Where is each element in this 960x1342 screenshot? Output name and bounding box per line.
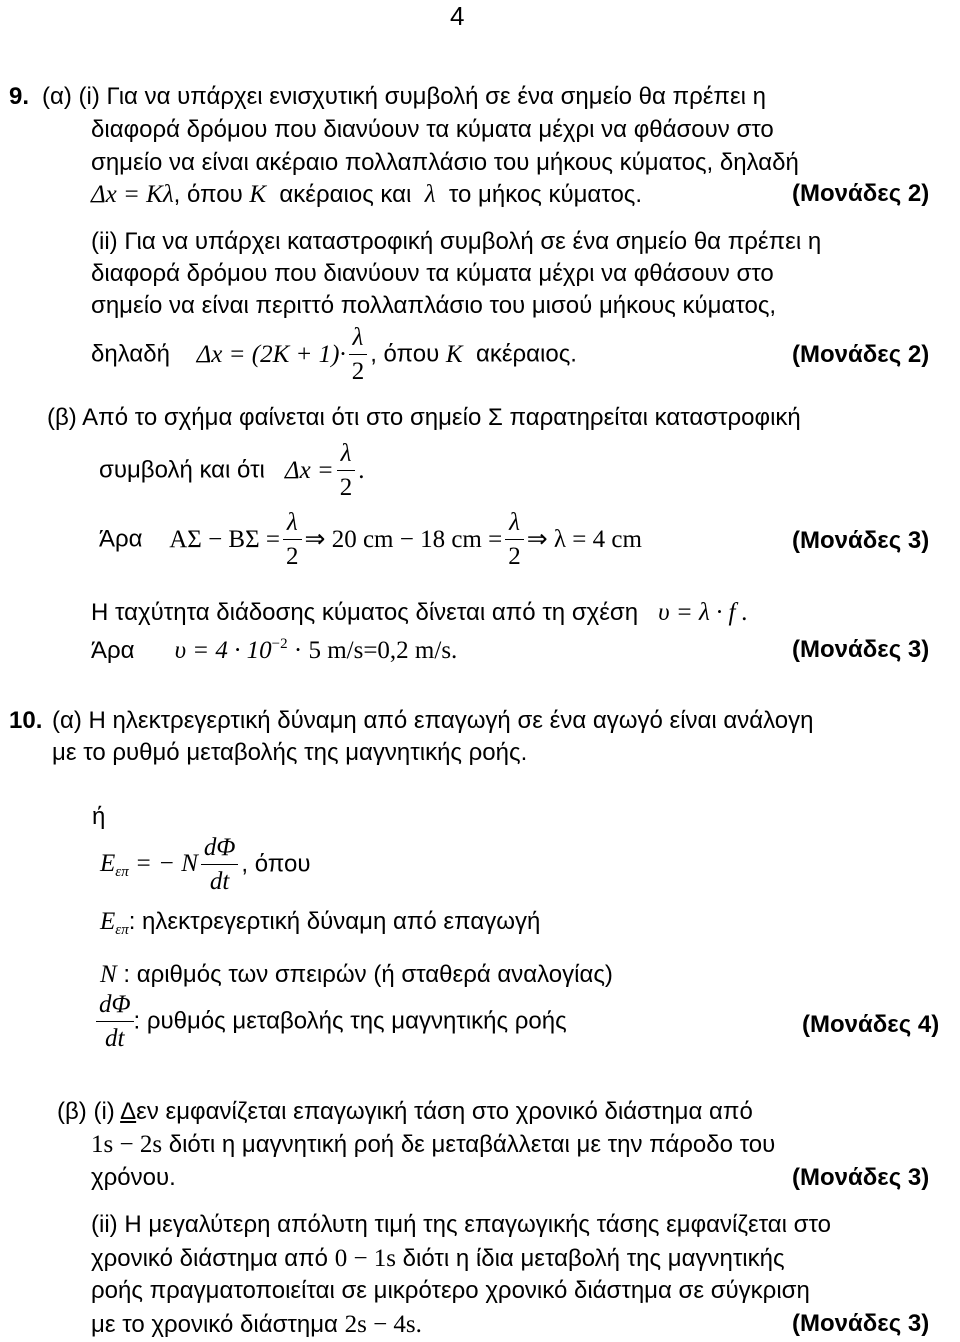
- denominator: 2: [508, 543, 521, 570]
- numerator: λ: [349, 325, 368, 355]
- variable: K: [445, 340, 463, 368]
- marks: (Μονάδες 4): [802, 1011, 940, 1038]
- variable: λ: [424, 181, 436, 208]
- question-number: 9.: [9, 83, 30, 110]
- text-line: διαφορά δρόμου που διανύουν τα κύματα μέχρι να φθάσουν στο: [91, 116, 774, 143]
- fraction: [337, 441, 356, 500]
- text: συμβολή και ότι: [99, 456, 265, 484]
- text: Η ταχύτητα διάδοσης κύματος δίνεται από τη σχέση: [91, 599, 639, 626]
- denominator: 2: [286, 543, 299, 570]
- text-line: χρονικό διάστημα από 0 − 1s διότι η ίδια μεταβολή της μαγνητικής: [91, 1245, 785, 1272]
- interval: 2s − 4s.: [344, 1311, 422, 1338]
- text-line: (α) Η ηλεκτρεγερτική δύναμη από επαγωγή σε ένα αγωγό είναι ανάλογη: [52, 707, 814, 734]
- fraction: [505, 510, 524, 569]
- text-line: (α) (i) Για να υπάρχει ενισχυτική συμβολή σε ένα σημείο θα πρέπει η: [42, 83, 767, 110]
- marks: (Μονάδες 2): [792, 341, 930, 368]
- text-line: με το χρονικό διάστημα 2s − 4s.: [91, 1311, 422, 1338]
- numerator: λ: [337, 441, 356, 471]
- denominator: 2: [339, 474, 353, 501]
- denominator: 2: [351, 358, 365, 385]
- text: : ρυθμός μεταβολής της μαγνητικής ροής: [133, 1007, 567, 1035]
- marks: (Μονάδες 3): [792, 527, 930, 554]
- fraction: [283, 510, 302, 569]
- definition-line: [96, 992, 567, 1051]
- symbol: $E_{\varepsilon\pi}$: [100, 908, 129, 938]
- page-number: 4: [450, 1, 465, 31]
- formula: $E_{\varepsilon\pi}$ = − N: [100, 849, 198, 880]
- interval: 1s − 2s: [91, 1131, 163, 1158]
- text: Άρα: [91, 637, 135, 664]
- text-line: [91, 179, 642, 210]
- variable: K: [249, 181, 267, 208]
- marks: (Μονάδες 3): [792, 636, 930, 663]
- formula: Δx =: [284, 456, 334, 484]
- text: , όπου: [241, 850, 311, 878]
- denominator: dt: [209, 868, 230, 895]
- numerator: λ: [505, 510, 524, 540]
- denominator: dt: [105, 1025, 125, 1052]
- text-line: με το ρυθμό μεταβολής της μαγνητικής ροής.: [52, 739, 528, 766]
- marks: (Μονάδες 2): [792, 180, 930, 207]
- text: .: [358, 456, 365, 484]
- text-line: [91, 635, 457, 666]
- text: ακέραιος.: [475, 340, 577, 368]
- text-line: σημείο να είναι ακέραιο πολλαπλάσιο του μήκους κύματος, δηλαδή: [91, 149, 799, 176]
- interval: 0 − 1s: [334, 1245, 397, 1272]
- fraction: [96, 992, 134, 1051]
- formula: ⇒ 20 cm − 18 cm =: [304, 525, 503, 553]
- formula: Δx = Kλ: [91, 181, 174, 208]
- text-line: (β) (i) Δεν εμφανίζεται επαγωγική τάση στο χρονικό διάστημα από: [57, 1098, 753, 1125]
- formula: $\upsilon = 4 \cdot 10^{-2} \cdot 5$ m/s=0,2 m/s.: [174, 636, 458, 664]
- definition-line: [100, 959, 613, 990]
- text-line: [91, 597, 748, 628]
- text-line: 1s − 2s διότι η μαγνητική ροή δε μεταβάλλεται με την πάροδο του: [91, 1131, 776, 1158]
- formula: Δx = (2K + 1)·: [196, 340, 346, 368]
- marks: (Μονάδες 3): [792, 1310, 930, 1337]
- formula: ΑΣ − ΒΣ =: [169, 525, 280, 553]
- text-line: ροής πραγματοποιείται σε μικρότερο χρονικό διάστημα σε σύγκριση: [91, 1277, 810, 1304]
- marks: (Μονάδες 3): [792, 1164, 930, 1191]
- text: το μήκος κύματος.: [448, 181, 643, 208]
- formula-line: [99, 441, 365, 500]
- fraction: [201, 835, 239, 894]
- text: ακέραιος και: [279, 181, 412, 208]
- text-line: (ii) Η μεγαλύτερη απόλυτη τιμή της επαγωγικής τάσης εμφανίζεται στο: [91, 1211, 831, 1238]
- text-line: ή: [92, 803, 106, 830]
- text: , όπου: [173, 181, 243, 208]
- text: : αριθμός των σπειρών (ή σταθερά αναλογίας): [123, 961, 613, 988]
- text-line: σημείο να είναι περιττό πολλαπλάσιο του μισού μήκους κύματος,: [91, 292, 777, 319]
- text-line: (β) Από το σχήμα φαίνεται ότι στο σημείο Σ παρατηρείται καταστροφική: [47, 404, 801, 431]
- formula: ⇒ λ = 4 cm: [526, 525, 642, 553]
- fraction: [349, 325, 368, 384]
- formula-line: [100, 835, 310, 894]
- numerator: dΦ: [96, 992, 134, 1022]
- formula-line: [91, 325, 577, 384]
- text-line: (ii) Για να υπάρχει καταστροφική συμβολή σε ένα σημείο θα πρέπει η: [91, 228, 822, 255]
- text: : ηλεκτρεγερτική δύναμη από επαγωγή: [128, 908, 541, 935]
- text-line: χρόνου.: [91, 1164, 176, 1191]
- symbol: N: [100, 961, 117, 988]
- text: , όπου: [370, 340, 440, 368]
- formula-line: [99, 510, 642, 569]
- numerator: dΦ: [201, 835, 239, 865]
- question-number: 10.: [9, 707, 43, 734]
- formula: υ = λ · f .: [658, 599, 748, 626]
- text: δηλαδή: [91, 340, 170, 368]
- definition-line: [100, 906, 540, 940]
- numerator: λ: [283, 510, 302, 540]
- text-line: διαφορά δρόμου που διανύουν τα κύματα μέχρι να φθάσουν στο: [91, 260, 774, 287]
- text: Άρα: [99, 525, 143, 553]
